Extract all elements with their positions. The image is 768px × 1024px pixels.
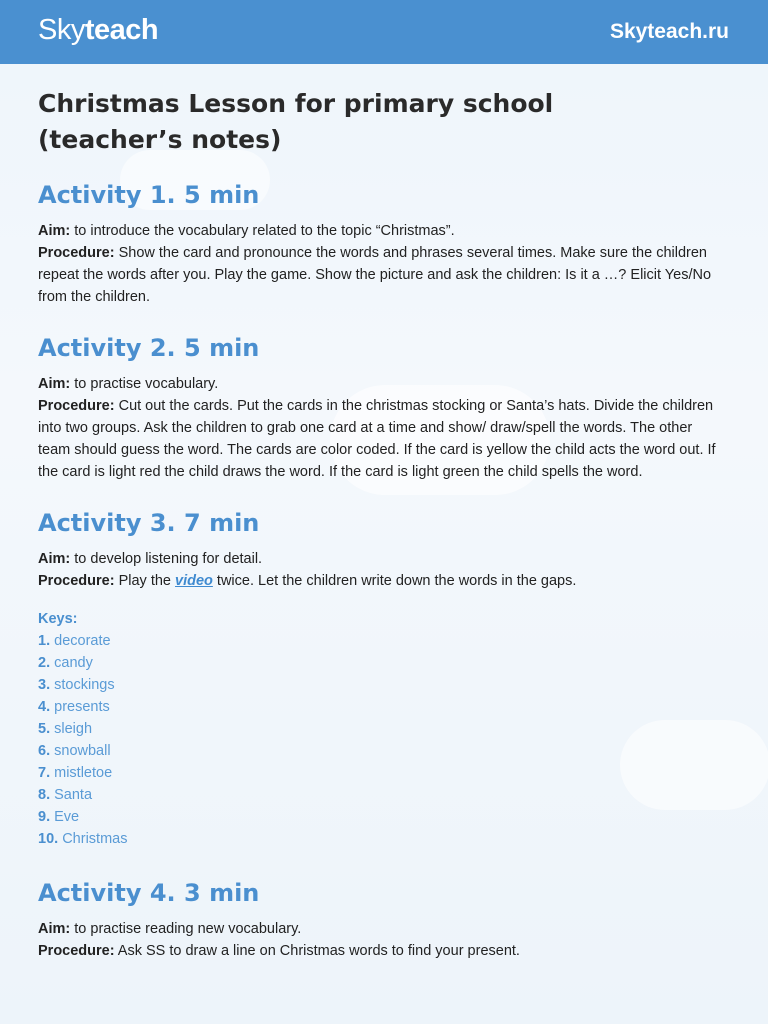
procedure-line: team should guess the word. The cards are color coded. If the card is yellow the child acts the word out. If bbox=[38, 442, 716, 458]
activity-4-section bbox=[38, 878, 730, 962]
procedure-line: from the children. bbox=[38, 289, 151, 305]
key-word: candy bbox=[54, 655, 93, 671]
key-word: mistletoe bbox=[54, 765, 113, 781]
key-number: 2. bbox=[38, 655, 51, 671]
procedure-line: repeat the words after you. Play the game. Show the picture and ask the children: Is it a …? Elicit Yes/No bbox=[38, 267, 712, 283]
aim-text: to practise vocabulary. bbox=[70, 376, 219, 392]
list-item bbox=[38, 762, 730, 784]
list-item bbox=[38, 674, 730, 696]
key-word: decorate bbox=[54, 633, 111, 649]
activity-1-section bbox=[38, 180, 730, 308]
activity-title: Activity 2. 5 min bbox=[38, 334, 260, 362]
list-item bbox=[38, 652, 730, 674]
key-number: 4. bbox=[38, 699, 51, 715]
site-link[interactable]: Skyteach.ru bbox=[609, 20, 729, 43]
list-item bbox=[38, 784, 730, 806]
procedure-line bbox=[38, 940, 730, 962]
procedure-line bbox=[38, 395, 730, 417]
aim-text: to develop listening for detail. bbox=[70, 551, 263, 567]
key-word: presents bbox=[54, 699, 110, 715]
aim-text: to introduce the vocabulary related to the topic “Christmas”. bbox=[70, 223, 455, 239]
key-number: 10. bbox=[38, 831, 59, 847]
procedure-label: Procedure: bbox=[38, 398, 115, 414]
logo-teach-text: teach bbox=[84, 14, 159, 46]
list-item bbox=[38, 630, 730, 652]
key-word: Christmas bbox=[62, 831, 128, 847]
aim-label: Aim: bbox=[38, 551, 71, 567]
procedure-label: Procedure: bbox=[38, 943, 115, 959]
aim-text: to practise reading new vocabulary. bbox=[70, 921, 302, 937]
aim-line bbox=[38, 373, 730, 395]
activity-title: Activity 1. 5 min bbox=[38, 181, 260, 209]
keys-title: Keys: bbox=[38, 611, 78, 627]
keys-list bbox=[38, 608, 730, 850]
activity-2-section bbox=[38, 333, 730, 483]
skyteach-logo[interactable] bbox=[38, 14, 158, 47]
video-link[interactable]: video bbox=[175, 573, 213, 589]
page-title-line: Christmas Lesson for primary school bbox=[38, 89, 554, 118]
procedure-text: Ask SS to draw a line on Christmas words to find your present. bbox=[114, 943, 520, 959]
aim-line bbox=[38, 220, 730, 242]
key-word: Eve bbox=[54, 809, 80, 825]
list-item bbox=[38, 718, 730, 740]
site-header bbox=[0, 0, 768, 64]
list-item bbox=[38, 828, 730, 850]
procedure-line: the card is light red the child draws the word. If the card is light green the child spells the word. bbox=[38, 464, 643, 480]
aim-label: Aim: bbox=[38, 921, 71, 937]
aim-line bbox=[38, 548, 730, 570]
aim-label: Aim: bbox=[38, 223, 71, 239]
document-content bbox=[38, 86, 730, 962]
key-number: 7. bbox=[38, 765, 51, 781]
procedure-line bbox=[38, 242, 730, 264]
list-item bbox=[38, 740, 730, 762]
key-word: sleigh bbox=[54, 721, 93, 737]
list-item bbox=[38, 696, 730, 718]
key-number: 1. bbox=[38, 633, 51, 649]
list-item bbox=[38, 806, 730, 828]
key-number: 3. bbox=[38, 677, 51, 693]
key-word: Santa bbox=[54, 787, 93, 803]
procedure-label: Procedure: bbox=[38, 245, 115, 261]
key-number: 5. bbox=[38, 721, 51, 737]
aim-line bbox=[38, 918, 730, 940]
activity-3-section bbox=[38, 508, 730, 850]
page-title bbox=[38, 86, 730, 158]
key-number: 9. bbox=[38, 809, 51, 825]
aim-label: Aim: bbox=[38, 376, 71, 392]
key-number: 6. bbox=[38, 743, 51, 759]
procedure-line bbox=[38, 570, 730, 592]
key-number: 8. bbox=[38, 787, 51, 803]
activity-title: Activity 3. 7 min bbox=[38, 509, 260, 537]
procedure-line: into two groups. Ask the children to grab one card at a time and show/ draw/spell the words. The other bbox=[38, 420, 693, 436]
logo-sky-text: Sky bbox=[38, 14, 85, 46]
page-title-line: (teacher’s notes) bbox=[38, 125, 282, 154]
procedure-text: Show the card and pronounce the words and phrases several times. Make sure the children bbox=[114, 245, 707, 261]
procedure-text: Cut out the cards. Put the cards in the christmas stocking or Santa’s hats. Divide the children bbox=[114, 398, 714, 414]
procedure-text: twice. Let the children write down the words in the gaps. bbox=[212, 573, 577, 589]
activity-title: Activity 4. 3 min bbox=[38, 879, 260, 907]
procedure-text: Play the bbox=[114, 573, 176, 589]
procedure-label: Procedure: bbox=[38, 573, 115, 589]
key-word: stockings bbox=[54, 677, 115, 693]
key-word: snowball bbox=[54, 743, 111, 759]
